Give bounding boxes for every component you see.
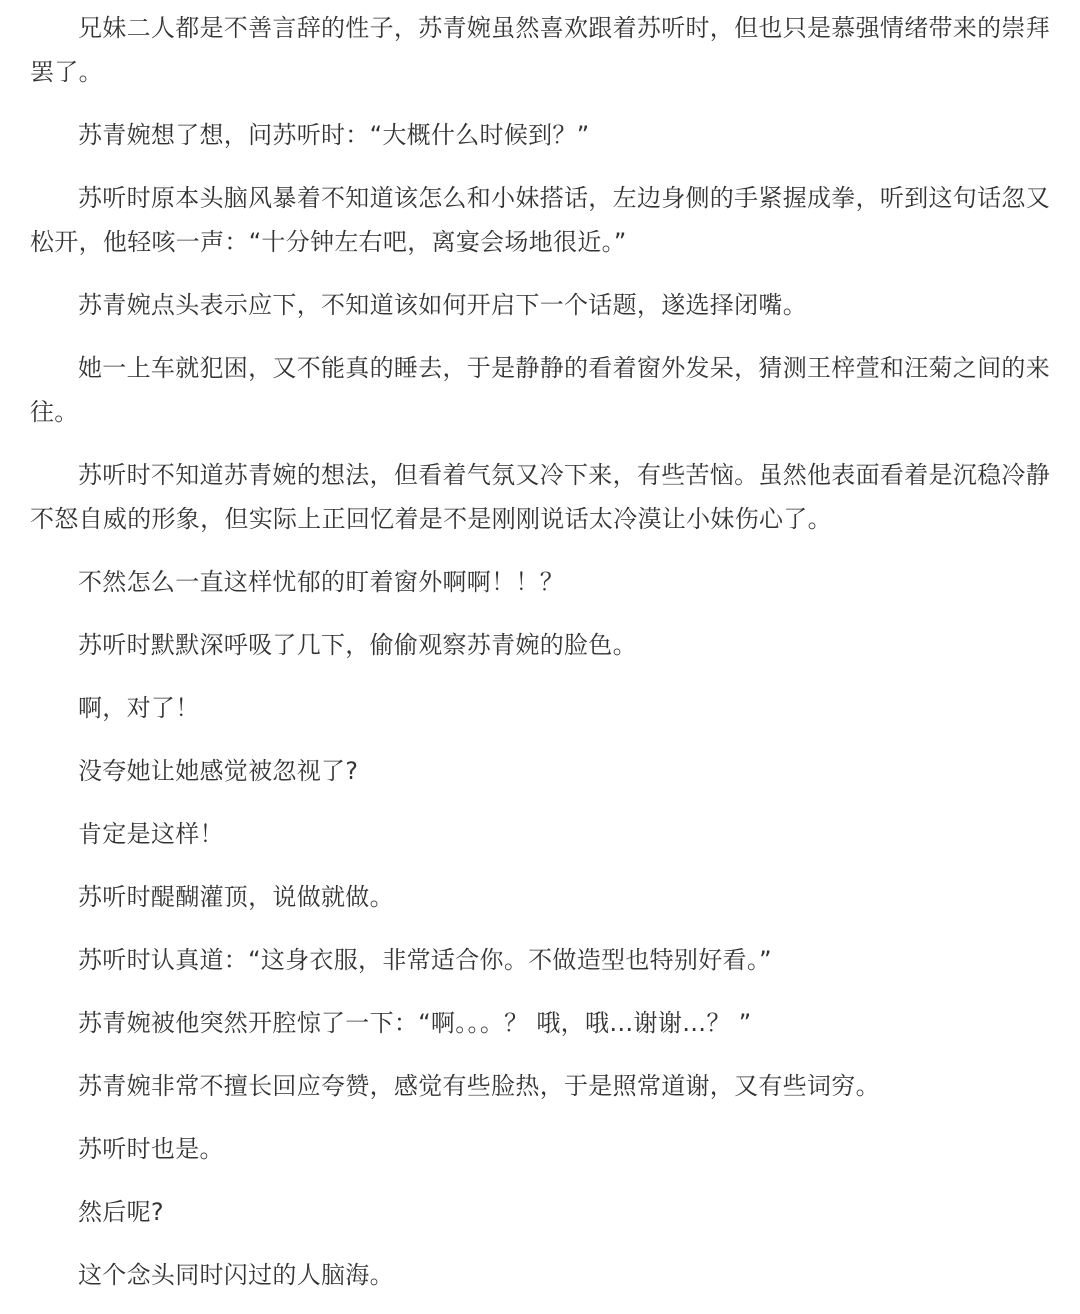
paragraph: 苏听时不知道苏青婉的想法，但看着气氛又冷下来，有些苦恼。虽然他表面看着是沉稳冷静不怒自威的形象，但实际上正回忆着是不是刚刚说话太冷漠让小妹伤心了。 [30, 461, 1050, 533]
paragraph: 不然怎么一直这样忧郁的盯着窗外啊啊！！？ [78, 568, 564, 596]
paragraph: 苏听时认真道：“这身衣服，非常适合你。不做造型也特别好看。” [78, 946, 772, 974]
paragraph: 兄妹二人都是不善言辞的性子，苏青婉虽然喜欢跟着苏听时，但也只是慕强情绪带来的崇拜罢了。 [30, 14, 1050, 86]
paragraph: 苏青婉点头表示应下，不知道该如何开启下一个话题，遂选择闭嘴。 [78, 291, 807, 319]
paragraph: 啊，对了！ [78, 694, 200, 722]
paragraph: 苏听时醍醐灌顶，说做就做。 [78, 883, 394, 911]
paragraph: 苏青婉非常不擅长回应夸赞，感觉有些脸热，于是照常道谢，又有些词穷。 [78, 1072, 880, 1100]
paragraph: 苏听时也是。 [78, 1135, 224, 1163]
paragraph: 苏听时默默深呼吸了几下，偷偷观察苏青婉的脸色。 [78, 631, 637, 659]
paragraph: 这个念头同时闪过的人脑海。 [78, 1261, 394, 1289]
paragraph: 肯定是这样！ [78, 820, 224, 848]
paragraph: 没夸她让她感觉被忽视了? [78, 757, 359, 785]
paragraph: 苏青婉被他突然开腔惊了一下：“啊。。。？ 哦，哦…谢谢…？ ” [78, 1009, 752, 1037]
paragraph: 她一上车就犯困，又不能真的睡去，于是静静的看着窗外发呆，猜测王梓萱和汪菊之间的来往。 [30, 354, 1050, 426]
paragraph: 苏青婉想了想，问苏听时：“大概什么时候到？” [78, 121, 590, 149]
article-body [30, 0, 1050, 1297]
paragraph: 然后呢? [78, 1198, 164, 1226]
paragraph: 苏听时原本头脑风暴着不知道该怎么和小妹搭话，左边身侧的手紧握成拳，听到这句话忽又松开，他轻咳一声：“十分钟左右吧，离宴会场地很近。” [30, 184, 1050, 256]
